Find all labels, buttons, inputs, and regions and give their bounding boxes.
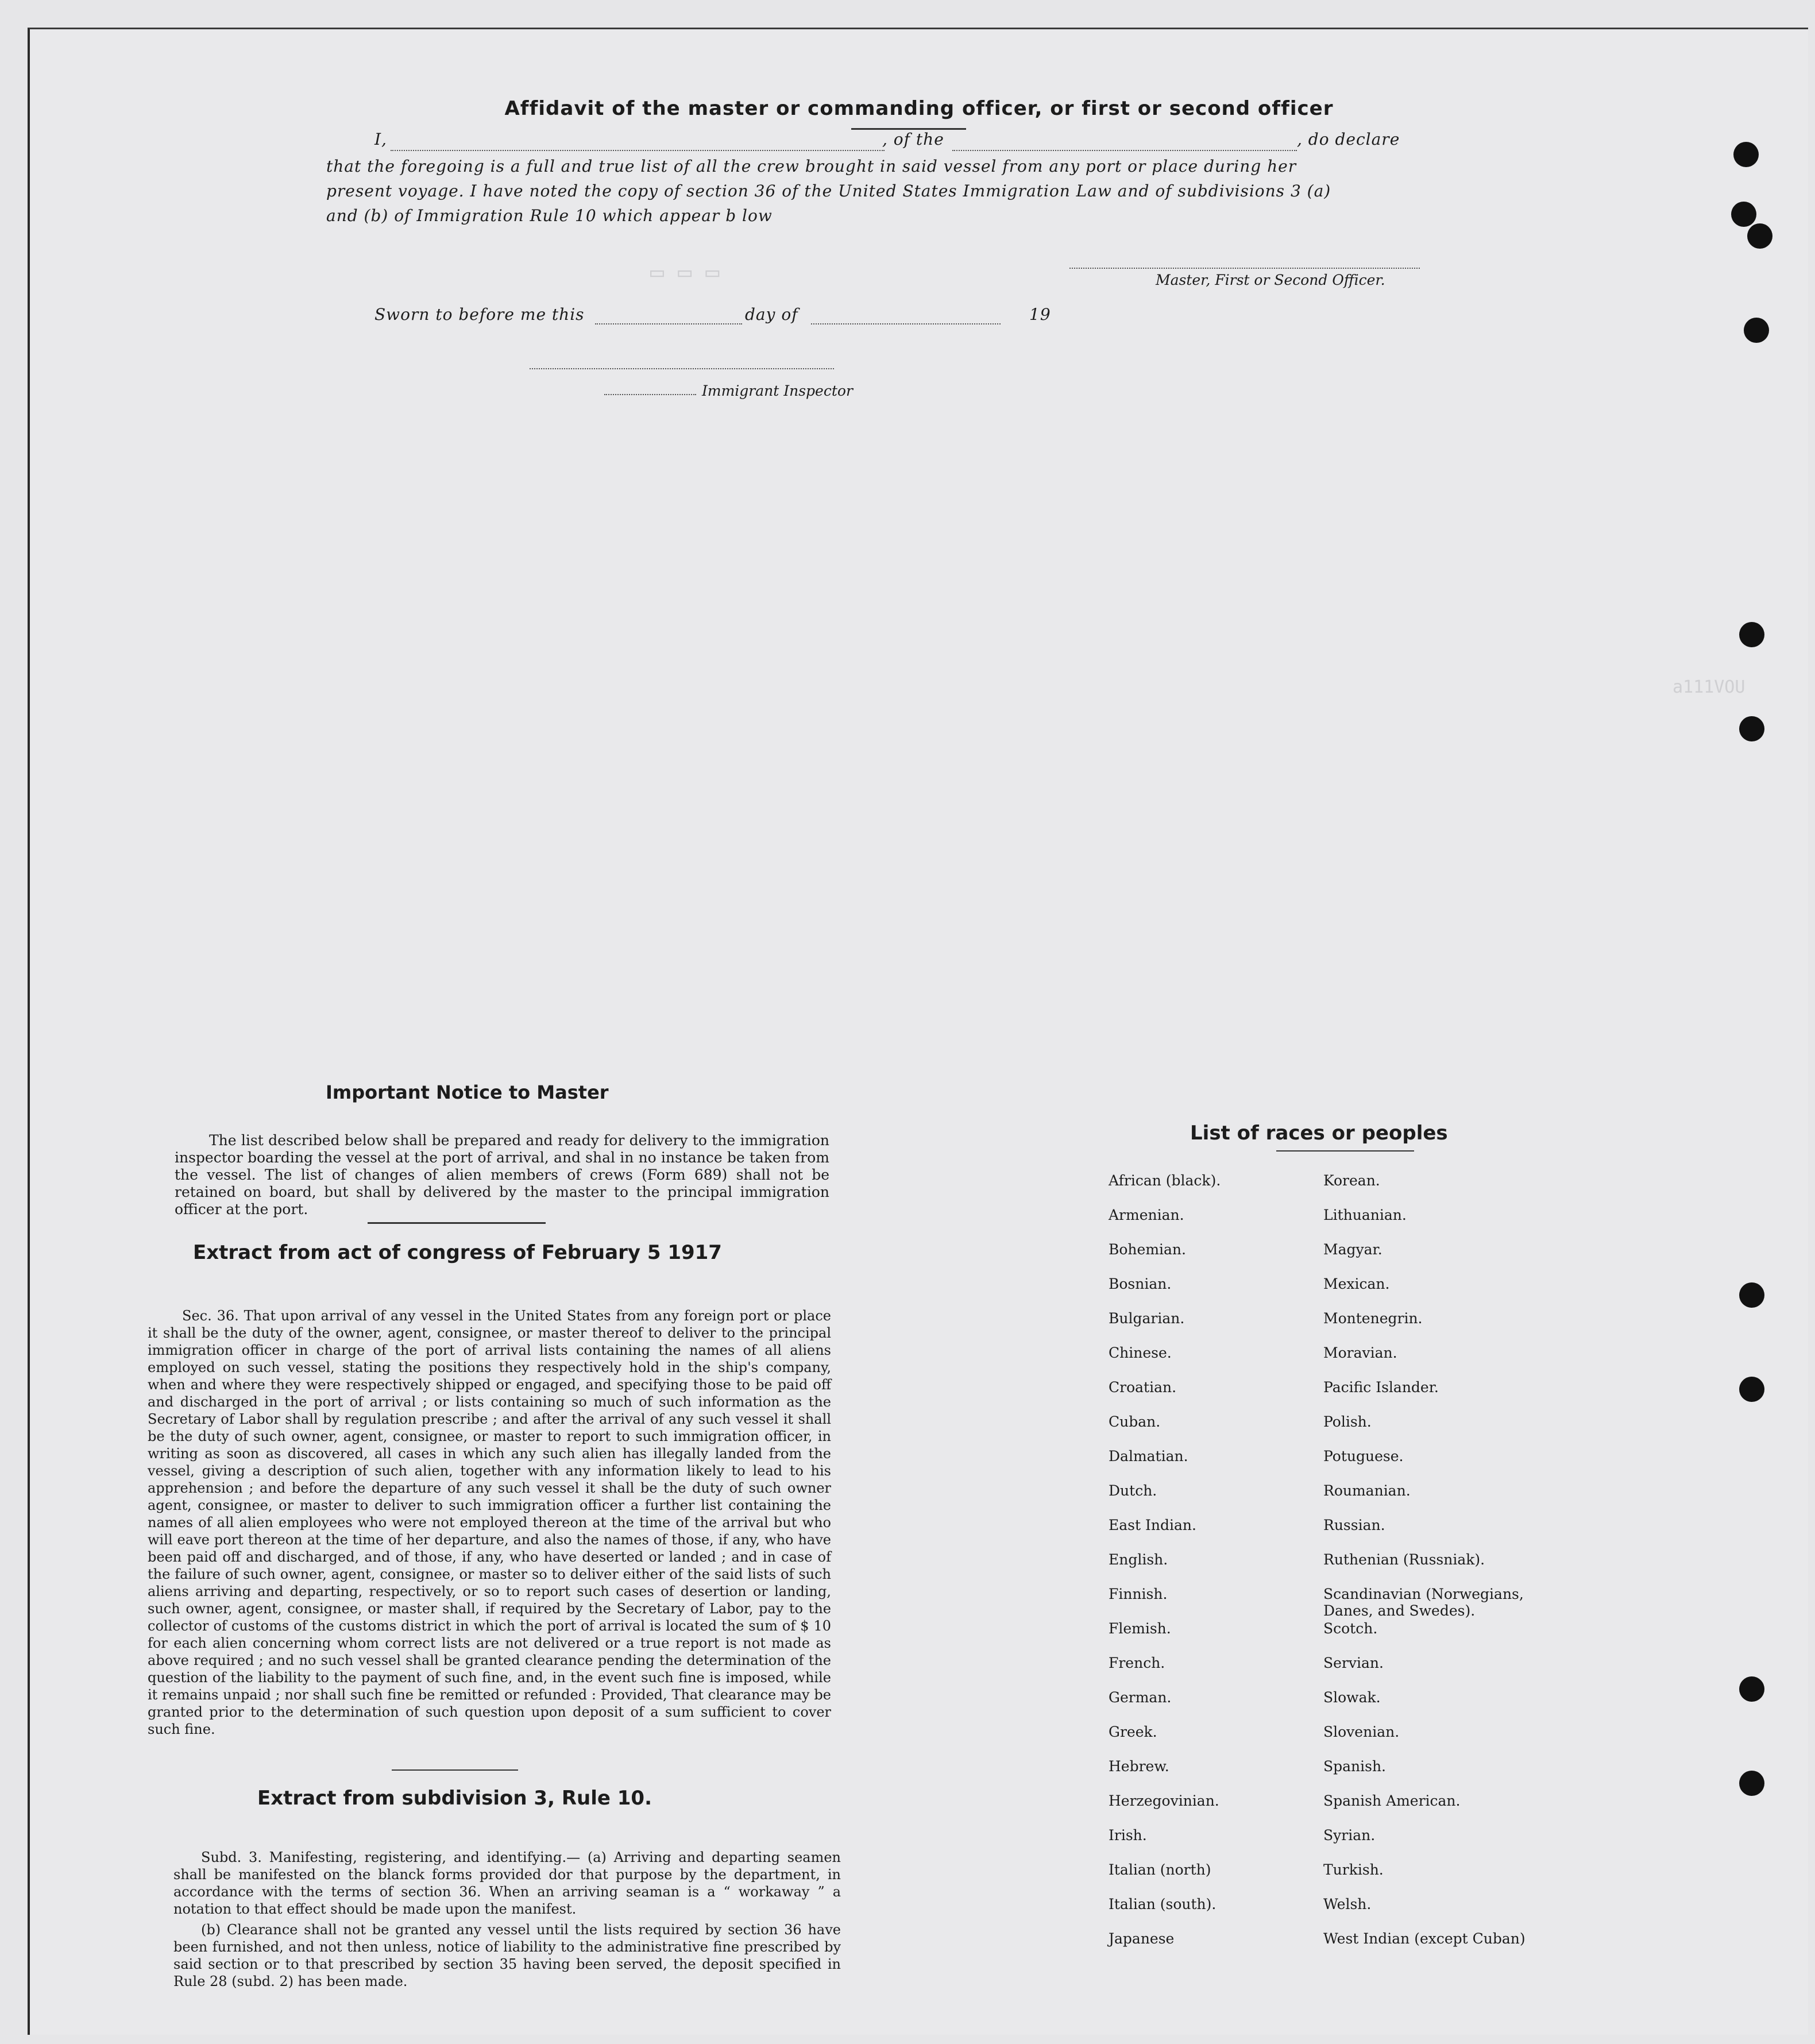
affidavit-name-field[interactable] <box>391 150 885 151</box>
affidavit-line-2: that the foregoing is a full and true list of all the crew brought in said vessel from any port or place during her <box>326 157 1297 176</box>
race-entry: Scotch. <box>1323 1620 1378 1637</box>
race-entry: Turkish. <box>1323 1861 1384 1878</box>
punch-hole <box>1739 1377 1764 1402</box>
race-entry: Italian (south). <box>1109 1896 1217 1912</box>
race-entry: Dalmatian. <box>1109 1448 1188 1465</box>
extract-act-title: Extract from act of congress of February 5 1917 <box>193 1241 722 1264</box>
sworn-day-of-label: day of <box>745 305 798 324</box>
race-entry: Bulgarian. <box>1109 1310 1185 1327</box>
race-entry: Montenegrin. <box>1323 1310 1423 1327</box>
extract-act-body: Sec. 36. That upon arrival of any vessel in the United States from any foreign port or place it shall be the duty of the owner, agent, consignee, or master thereof to deliver to the principal immigration officer in charge of the port of arrival lists containing the names of all aliens employed on such vessel, stating the positions they respectively hold in the ship's company, when and where they were respectively shipped or engaged, and specifying those to be paid off and discharged in the port of arrival ; or lists containing so much of such information as the Secretary of Labor shall by regulation prescribe ; and after the arrival of any such vessel it shall be the duty of such owner, agent, consignee, or master to report to such immigration officer, in writing as soon as discovered, all cases in which any such alien has illegally landed from the vessel, giving a description of such alien, together with any information likely to lead to his apprehension ; and before the departure of any such vessel it shall be the duty of such owner agent, consignee, or master to deliver to such immigration officer a further list containing the names of all alien employees who were not employed thereon at the time of the arrival but who will eave port thereon at the time of her departure, and also the names of those, if any, who have been paid off and discharged, and of those, if any, who have deserted or landed ; and in case of the failure of such owner, agent, consignee, or master so to deliver either of the said lists of such aliens arriving and departing, respectively, or so to report such cases of desertion or landing, such owner, agent, consignee, or master shall, if required by the Secretary of Labor, pay to the collector of customs of the customs district in which the port of arrival is located the sum of $ 10 for each alien concerning whom correct lists are not delivered or a true report is not made as above required ; and no such vessel shall be granted clearance pending the determination of the question of the liability to the payment of such fine, and, in the event such fine is imposed, while it remains unpaid ; nor shall such fine be remitted or refunded : Provided, That clearance may be granted prior to the determination of such question upon deposit of a sum sufficient to cover such fine. <box>148 1308 831 1737</box>
punch-hole <box>1739 1771 1764 1796</box>
race-entry: Italian (north) <box>1109 1861 1211 1878</box>
affidavit-vessel-field[interactable] <box>952 150 1297 151</box>
race-entry: Finnish. <box>1109 1586 1168 1602</box>
punch-hole <box>1744 318 1769 343</box>
sworn-year-label: 19 <box>1029 305 1051 324</box>
race-entry: English. <box>1109 1551 1168 1568</box>
punch-hole <box>1747 223 1772 249</box>
race-entry: Hebrew. <box>1109 1758 1169 1775</box>
affidavit-declare-label: , do declare <box>1297 130 1400 149</box>
race-entry: Welsh. <box>1323 1896 1372 1912</box>
punch-hole <box>1739 716 1764 741</box>
race-entry: Spanish American. <box>1323 1792 1461 1809</box>
notice-title: Important Notice to Master <box>326 1081 609 1103</box>
race-entry: Cuban. <box>1109 1413 1161 1430</box>
affidavit-of-the-label: , of the <box>882 130 944 149</box>
notice-body: The list described below shall be prepared and ready for delivery to the immigration inspector boarding the vessel at the port of arrival, and shal in no instance be taken from the vessel. The list of changes of alien members of crews (Form 689) shall not be retained on board, but shall by delivered by the master to the principal immigration officer at the port. <box>175 1132 829 1218</box>
race-entry: East Indian. <box>1109 1517 1196 1533</box>
race-entry: Potuguese. <box>1323 1448 1404 1465</box>
affidavit-line-3: present voyage. I have noted the copy of section 36 of the United States Immigration Law and of subdivisions 3 (a) <box>326 181 1331 200</box>
form-page <box>28 28 1808 2035</box>
race-entry: Japanese <box>1109 1930 1175 1947</box>
sworn-label: Sworn to before me this <box>374 305 585 324</box>
race-entry: Croatian. <box>1109 1379 1177 1396</box>
race-entry: Roumanian. <box>1323 1482 1411 1499</box>
race-entry: Herzegovinian. <box>1109 1792 1219 1809</box>
inspector-signature-field[interactable] <box>530 368 834 369</box>
race-entry: Bohemian. <box>1109 1241 1186 1258</box>
bleed-through-stamp: ▭ ▭ ▭ <box>650 259 720 285</box>
punch-hole <box>1733 142 1759 167</box>
race-entry: Scandinavian (Norwegians, Danes, and Swedes). <box>1323 1586 1524 1619</box>
race-entry: Korean. <box>1323 1172 1380 1189</box>
race-entry: Ruthenian (Russniak). <box>1323 1551 1485 1568</box>
affidavit-line-4: and (b) of Immigration Rule 10 which appear b low <box>326 206 773 225</box>
race-entry: Chinese. <box>1109 1344 1172 1361</box>
punch-hole <box>1731 202 1756 227</box>
races-right-column <box>1323 1172 1553 1965</box>
race-entry: Russian. <box>1323 1517 1385 1533</box>
extract-rule-para-b: (b) Clearance shall not be granted any vessel until the lists required by section 36 have been furnished, and not then unless, notice of liability to the administrative fine prescribed by said section or to that prescribed by section 35 having been served, the deposit specified in Rule 28 (subd. 2) has been made. <box>173 1922 841 1989</box>
race-entry: Greek. <box>1109 1724 1157 1740</box>
inspector-signature-field-2[interactable] <box>604 394 696 395</box>
race-entry: Flemish. <box>1109 1620 1171 1637</box>
races-title: List of races or peoples <box>1190 1122 1448 1145</box>
bleed-through-text: a111VOU <box>1673 677 1746 697</box>
race-entry: German. <box>1109 1689 1172 1706</box>
race-entry: Servian. <box>1323 1655 1384 1671</box>
race-entry: Slowak. <box>1323 1689 1381 1706</box>
races-title-rule <box>1276 1150 1414 1152</box>
divider-rule-2 <box>392 1769 518 1771</box>
divider-rule-1 <box>368 1222 546 1224</box>
race-entry: Polish. <box>1323 1413 1372 1430</box>
inspector-caption: Immigrant Inspector <box>702 382 853 399</box>
race-entry: Bosnian. <box>1109 1276 1172 1292</box>
extract-rule-para-a: Subd. 3. Manifesting, registering, and identifying.— (a) Arriving and departing seamen shall be manifested on the blanck forms provided dor that purpose by the department, in accordance with the terms of section 36. When an arriving seaman is a “ workaway ” a notation to that effect should be made upon the manifest. <box>173 1849 841 1917</box>
race-entry: Pacific Islander. <box>1323 1379 1439 1396</box>
race-entry: West Indian (except Cuban) <box>1323 1930 1526 1947</box>
race-entry: French. <box>1109 1655 1165 1671</box>
race-entry: Armenian. <box>1109 1207 1184 1223</box>
punch-hole <box>1739 1676 1764 1702</box>
race-entry: Spanish. <box>1323 1758 1387 1775</box>
race-entry: African (black). <box>1109 1172 1221 1189</box>
race-entry: Mexican. <box>1323 1276 1390 1292</box>
race-entry: Moravian. <box>1323 1344 1397 1361</box>
affidavit-title: Affidavit of the master or commanding officer, or first or second officer <box>504 97 1334 120</box>
race-entry: Syrian. <box>1323 1827 1376 1844</box>
extract-rule-title: Extract from subdivision 3, Rule 10. <box>257 1787 652 1810</box>
races-left-column <box>1109 1172 1304 1965</box>
race-entry: Lithuanian. <box>1323 1207 1407 1223</box>
race-entry: Irish. <box>1109 1827 1147 1844</box>
master-signature-field[interactable] <box>1069 268 1420 269</box>
sworn-month-field[interactable] <box>811 323 1001 324</box>
affidavit-i-label: I, <box>374 130 387 149</box>
race-entry: Slovenian. <box>1323 1724 1400 1740</box>
race-entry: Dutch. <box>1109 1482 1157 1499</box>
sworn-day-field[interactable] <box>595 323 742 324</box>
race-entry: Magyar. <box>1323 1241 1383 1258</box>
master-signature-caption: Master, First or Second Officer. <box>1156 272 1385 288</box>
punch-hole <box>1739 1282 1764 1308</box>
punch-hole <box>1739 622 1764 647</box>
